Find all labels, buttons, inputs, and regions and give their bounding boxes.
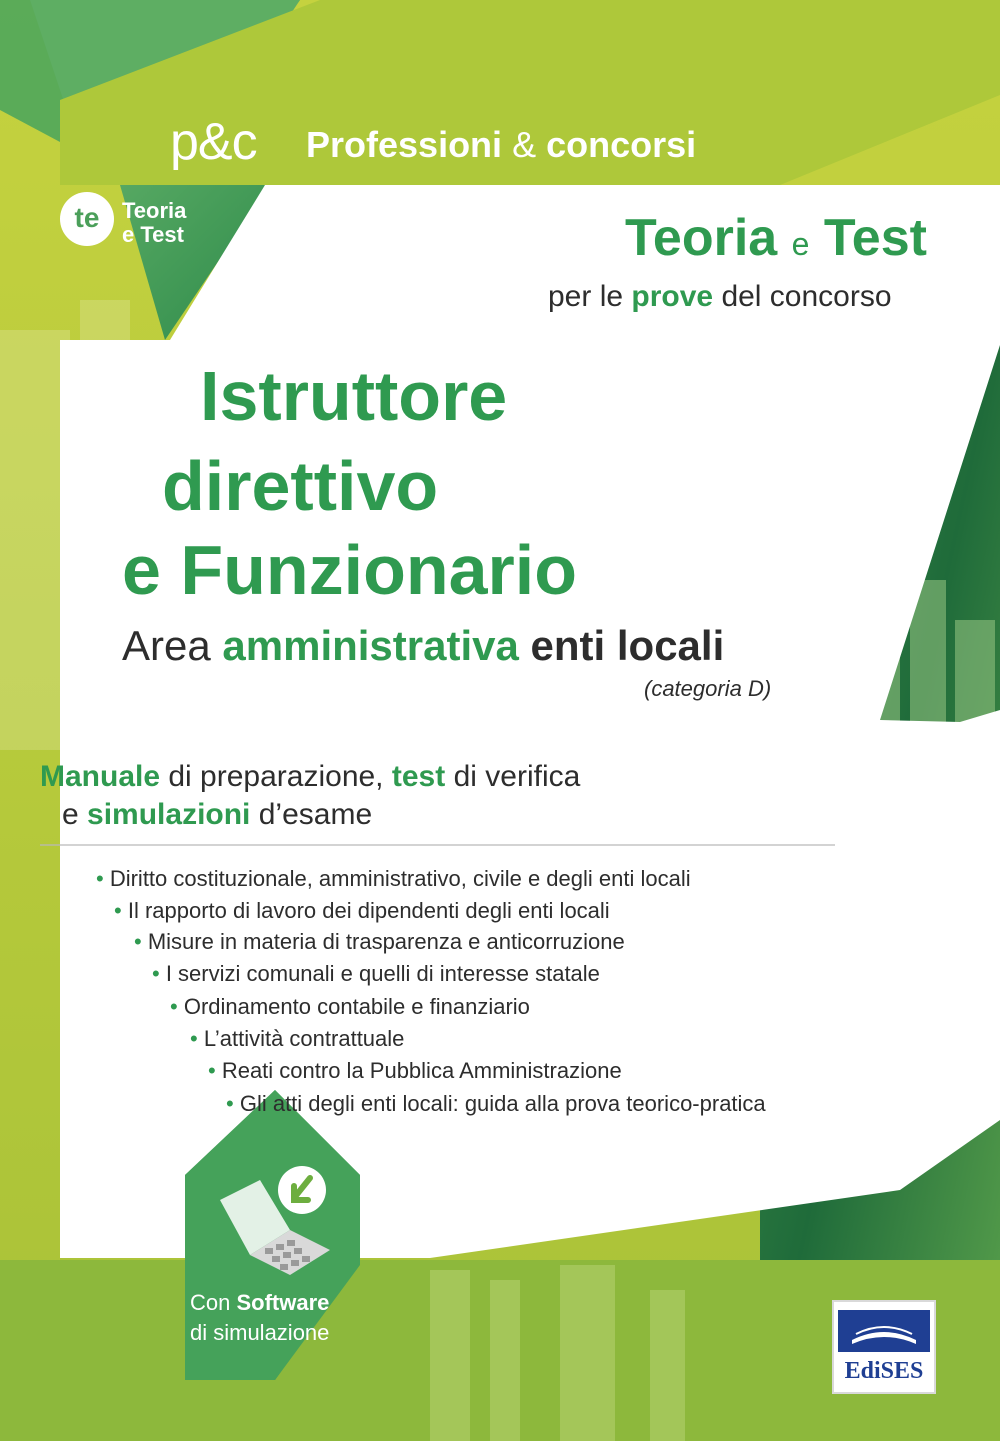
software-line1 bbox=[190, 1290, 329, 1316]
topic-item bbox=[152, 961, 600, 987]
subtitle-line2-em: prove bbox=[631, 280, 714, 313]
description-simulazioni: simulazioni bbox=[87, 798, 251, 831]
series-name-part2: concorsi bbox=[546, 124, 697, 165]
title-line3: e Funzionario bbox=[122, 531, 577, 609]
topic-item bbox=[226, 1091, 766, 1117]
topic-text: Diritto costituzionale, amministrativo, civile e degli enti locali bbox=[109, 866, 691, 891]
area-line bbox=[122, 622, 724, 670]
topic-item bbox=[190, 1026, 404, 1052]
series-amp: & bbox=[512, 124, 537, 165]
badge-line2: e Test bbox=[122, 222, 184, 247]
bullet-icon: • bbox=[190, 1026, 198, 1051]
topic-text: Il rapporto di lavoro dei dipendenti degli enti locali bbox=[127, 898, 610, 923]
series-name bbox=[306, 124, 696, 166]
badge-logo: te bbox=[74, 202, 100, 233]
software-em: Software bbox=[236, 1290, 330, 1315]
area-category: (categoria D) bbox=[644, 676, 772, 701]
topic-item bbox=[170, 994, 530, 1020]
software-line2: di simulazione bbox=[190, 1320, 330, 1345]
bullet-icon: • bbox=[96, 866, 104, 891]
subtitle-word-test: Test bbox=[823, 209, 927, 267]
badge-line1: Teoria bbox=[122, 198, 187, 223]
publisher-logo bbox=[832, 1300, 936, 1394]
topic-text: Reati contro la Pubblica Amministrazione bbox=[221, 1058, 622, 1083]
description-line1 bbox=[40, 760, 580, 794]
description-t2: di verifica bbox=[453, 760, 581, 793]
subtitle-line1 bbox=[625, 208, 927, 268]
bullet-icon: • bbox=[134, 929, 142, 954]
bullet-icon: • bbox=[152, 961, 160, 986]
area-em: amministrativa bbox=[222, 622, 519, 669]
bullet-icon: • bbox=[170, 994, 178, 1019]
subtitle-line2-pre: per le bbox=[548, 280, 624, 313]
topic-text: I servizi comunali e quelli di interesse statale bbox=[165, 961, 600, 986]
area-post: enti locali bbox=[530, 622, 725, 669]
book-icon bbox=[834, 1306, 934, 1356]
topic-text: L’attività contrattuale bbox=[203, 1026, 405, 1051]
software-pre: Con bbox=[190, 1290, 231, 1315]
topic-text: Gli atti degli enti locali: guida alla prova teorico-pratica bbox=[239, 1091, 766, 1116]
topic-text: Ordinamento contabile e finanziario bbox=[183, 994, 530, 1019]
subtitle-line2 bbox=[548, 280, 892, 314]
topic-text: Misure in materia di trasparenza e anticorruzione bbox=[147, 929, 625, 954]
description-line2 bbox=[62, 798, 372, 832]
bullet-icon: • bbox=[226, 1091, 234, 1116]
publisher-name: EdiSES bbox=[844, 1358, 924, 1384]
bullet-icon: • bbox=[208, 1058, 216, 1083]
subtitle-word-teoria: Teoria bbox=[625, 209, 778, 267]
area-pre: Area bbox=[122, 622, 211, 669]
series-name-part1: Professioni bbox=[306, 124, 503, 165]
series-logo: p&c bbox=[170, 113, 257, 171]
topic-item bbox=[208, 1058, 622, 1084]
subtitle-line2-post: del concorso bbox=[721, 280, 892, 313]
description-t4: d’esame bbox=[258, 798, 373, 831]
badge bbox=[60, 192, 220, 252]
bullet-icon: • bbox=[114, 898, 122, 923]
description-t1: di preparazione, bbox=[168, 760, 384, 793]
description-t3: e bbox=[62, 798, 79, 831]
description-test: test bbox=[391, 760, 446, 793]
subtitle-word-e: e bbox=[791, 226, 810, 262]
topic-item bbox=[114, 898, 610, 924]
title-line1: Istruttore bbox=[200, 357, 508, 435]
description-manuale: Manuale bbox=[40, 760, 161, 793]
topic-item bbox=[96, 866, 691, 892]
title-line2: direttivo bbox=[162, 447, 439, 525]
software-icon bbox=[210, 1160, 340, 1280]
badge-logo-circle bbox=[60, 192, 114, 246]
topic-item bbox=[134, 929, 625, 955]
